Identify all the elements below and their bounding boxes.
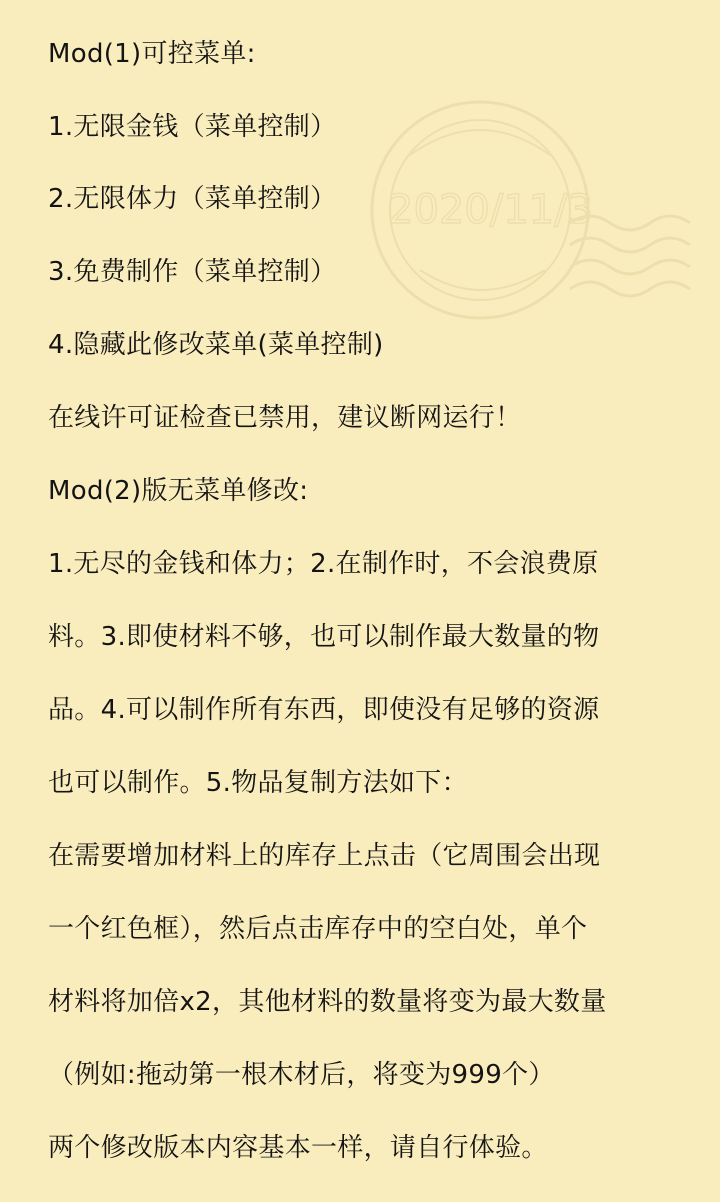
postmark-date: 2020/11/3 xyxy=(388,187,594,233)
mod2-heading: Mod(2)版无菜单修改: xyxy=(48,476,309,506)
mod1-item-4: 4.隐藏此修改菜单(菜单控制) xyxy=(48,330,384,360)
mod1-item-3: 3.免费制作（菜单控制） xyxy=(48,257,337,287)
mod1-item-1: 1.无限金钱（菜单控制） xyxy=(48,112,337,142)
paragraph-line: 一个红色框），然后点击库存中的空白处，单个 xyxy=(48,914,588,944)
paragraph-line: 也可以制作。5.物品复制方法如下： xyxy=(48,768,468,798)
postmark-watermark xyxy=(360,95,720,335)
paragraph-line: 料。3.即使材料不够，也可以制作最大数量的物 xyxy=(48,622,600,652)
mod1-item-2: 2.无限体力（菜单控制） xyxy=(48,184,337,214)
paragraph-line: 1.无尽的金钱和体力；2.在制作时，不会浪费原 xyxy=(48,549,599,579)
paragraph-line: 品。4.可以制作所有东西，即使没有足够的资源 xyxy=(48,695,600,725)
paragraph-line: （例如:拖动第一根木材后，将变为999个） xyxy=(48,1060,555,1090)
paragraph-line: 材料将加倍x2，其他材料的数量将变为最大数量 xyxy=(48,987,607,1017)
paragraph-line: 在需要增加材料上的库存上点击（它周围会出现 xyxy=(48,841,601,871)
mod1-heading: Mod(1)可控菜单: xyxy=(48,39,256,69)
closing-note: 两个修改版本内容基本一样，请自行体验。 xyxy=(48,1133,548,1163)
license-note: 在线许可证检查已禁用，建议断网运行！ xyxy=(48,403,522,433)
